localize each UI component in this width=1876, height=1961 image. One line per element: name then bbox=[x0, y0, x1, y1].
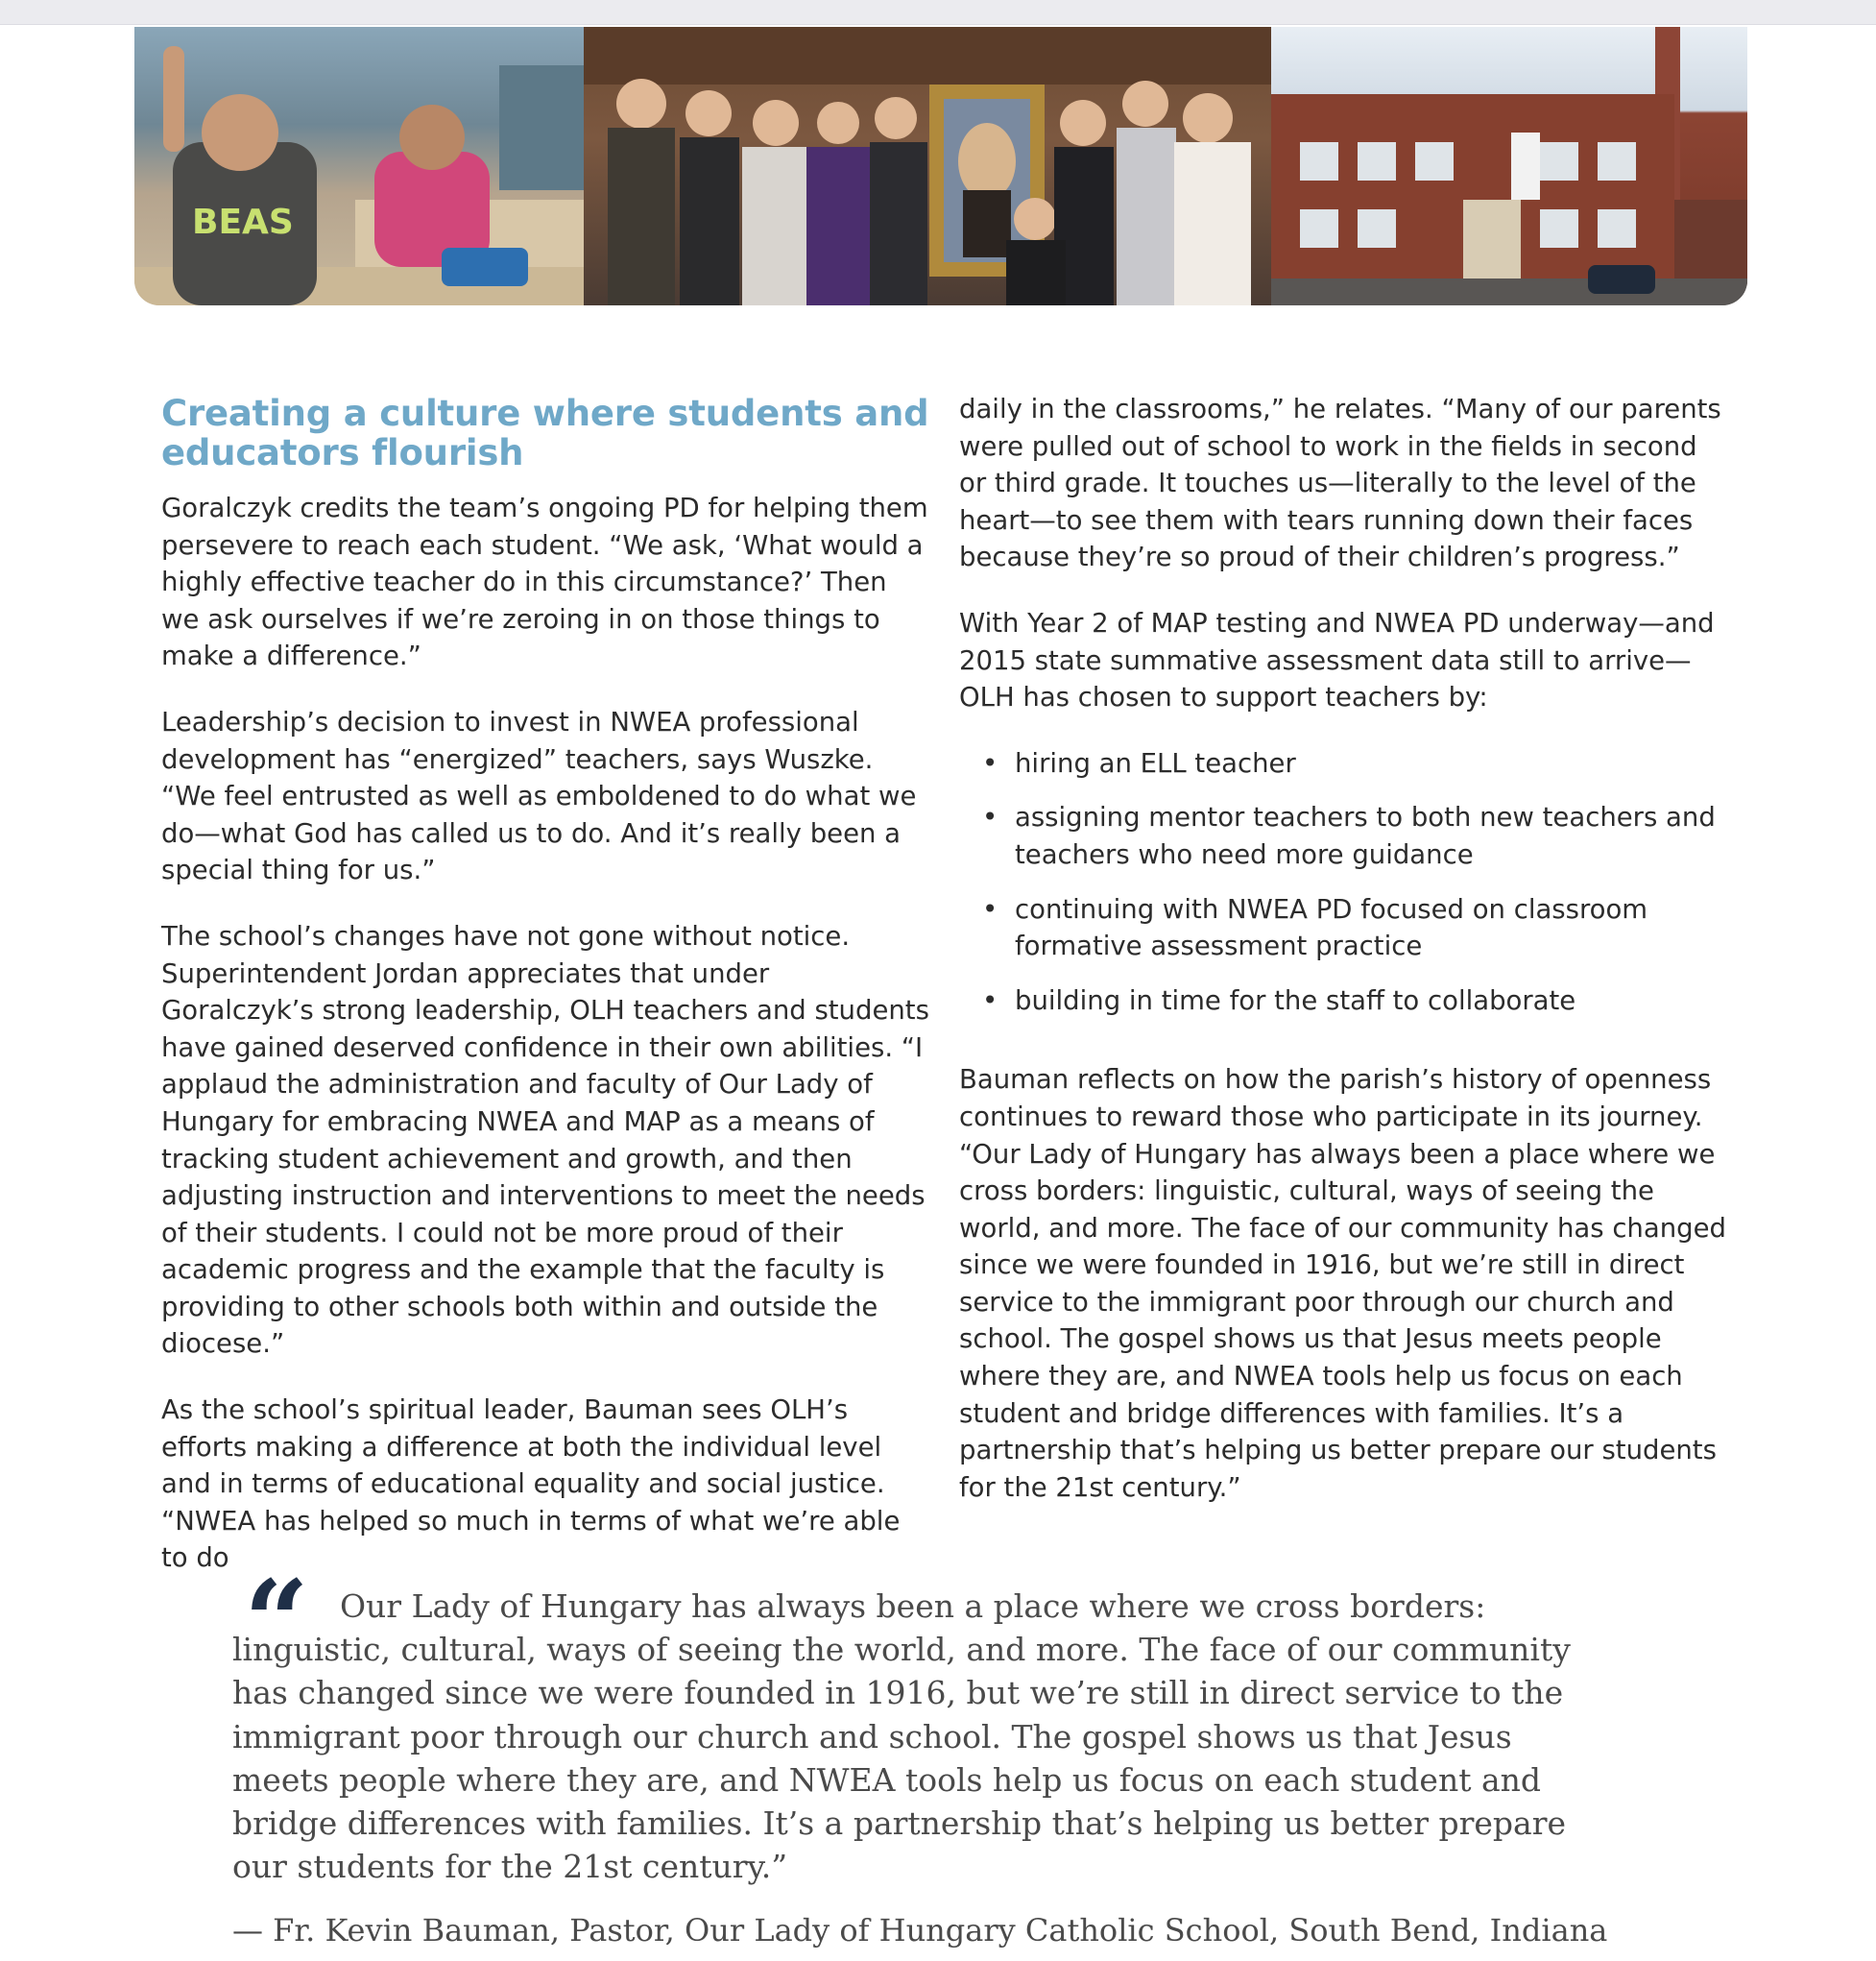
classroom-photo bbox=[134, 27, 584, 305]
paragraph: The school’s changes have not gone without notice. Superintendent Jordan appreciates that under Goralczyk’s strong leadership, OLH teachers and students have gained deserved confidence in their own abilities. “I applaud the administration and faculty of Our Lady of Hungary for embracing NWEA and MAP as a means of tracking student achievement and growth, and then adjusting instruction and interventions to meet the needs of their students. I could not be more proud of their academic progress and the example that the faculty is providing to other schools both within and outside the diocese.” bbox=[161, 920, 929, 1360]
paragraph: With Year 2 of MAP testing and NWEA PD underway—and 2015 state summative assessment data still to arrive—OLH has chosen to support teachers by: bbox=[959, 607, 1715, 714]
list-item: • assigning mentor teachers to both new teachers and teachers who need more guidance bbox=[959, 799, 1727, 873]
list-item: • building in time for the staff to collaborate bbox=[959, 982, 1727, 1020]
paragraph: Bauman reflects on how the parish’s history of openness continues to reward those who participate in its journey. “Our Lady of Hungary has always been a place where we cross borders: linguistic, cultural, ways of seeing the world, and more. The face of our community has changed since we were founded in 1916, but we’re still in direct service to the immigrant poor through our church and school. The gospel shows us that Jesus meets people where they are, and NWEA tools help us focus on each student and bridge differences with families. It’s a partnership that’s helping us better prepare our students for the 21st century.” bbox=[959, 1064, 1726, 1503]
paragraph: daily in the classrooms,” he relates. “Many of our parents were pulled out of school to work in the fields in second or third grade. It touches us—literally to the level of the heart—to see them with tears running down their faces because they’re so proud of their children’s progress.” bbox=[959, 394, 1721, 573]
support-list bbox=[959, 745, 1727, 1020]
quote-mark-icon: “ bbox=[244, 1555, 309, 1688]
pull-quote bbox=[232, 1555, 1615, 1953]
photo-banner bbox=[134, 27, 1747, 305]
right-column bbox=[959, 391, 1727, 1535]
left-column bbox=[161, 394, 929, 1606]
school-building-photo bbox=[1271, 27, 1747, 305]
paragraph: Leadership’s decision to invest in NWEA professional development has “energized” teachers, says Wuszke. “We feel entrusted as well as emboldened to do what we do—what God has called us to do. And it’s really been a special thing for us.” bbox=[161, 706, 917, 886]
paragraph: As the school’s spiritual leader, Bauman sees OLH’s efforts making a difference at both the individual level and in terms of educational equality and social justice. “NWEA has helped so much in terms of what we’re able to do bbox=[161, 1394, 901, 1574]
pull-quote-attribution: — Fr. Kevin Bauman, Pastor, Our Lady of Hungary Catholic School, South Bend, Indiana bbox=[232, 1912, 1608, 1949]
section-heading: Creating a culture where students and educators flourish bbox=[161, 393, 929, 473]
pull-quote-text: Our Lady of Hungary has always been a place where we cross borders: linguistic, cultural, ways of seeing the world, and more. The face of our community has changed since we were founded in 1916, but we’re still in direct service to the immigrant poor through our church and school. The gospel shows us that Jesus meets people where they are, and NWEA tools help us focus on each student and bridge differences with families. It’s a partnership that’s helping us better prepare our students for the 21st century.” bbox=[232, 1587, 1571, 1886]
paragraph: Goralczyk credits the team’s ongoing PD for helping them persevere to reach each student. “We ask, ‘What would a highly effective teacher do in this circumstance?’ Then we ask ourselves if we’re zeroing in on those things to make a difference.” bbox=[161, 493, 928, 672]
team-group-photo bbox=[584, 27, 1271, 305]
shirt-text: BEAS bbox=[192, 203, 294, 242]
list-item: • continuing with NWEA PD focused on classroom formative assessment practice bbox=[959, 891, 1727, 965]
top-toolbar-strip bbox=[0, 0, 1876, 25]
list-item: • hiring an ELL teacher bbox=[959, 745, 1727, 783]
